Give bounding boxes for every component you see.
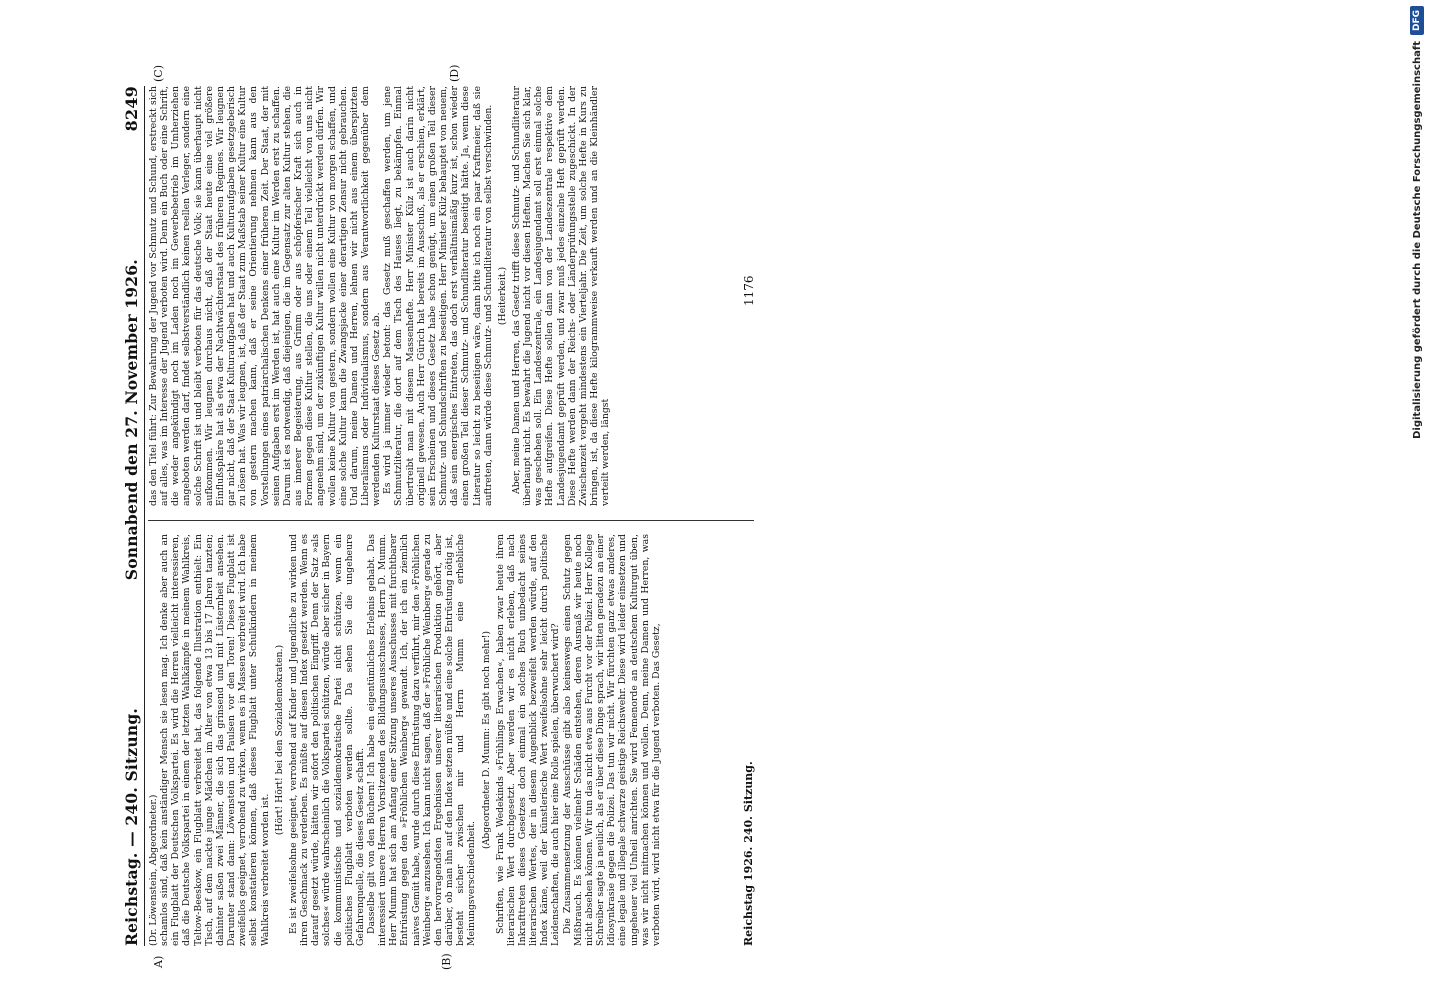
page-header [118, 86, 145, 946]
header-session: Reichstag. — 240. Sitzung. [121, 708, 141, 946]
speaker-line: (Dr. Löwenstein, Abgeordneter.) [148, 794, 159, 946]
interjection: (Hört! Hört! bei den Sozialdemokraten.) [273, 644, 285, 836]
paragraph: das den Titel führt: Zur Bewahrung der Jugend vor Schmutz und Schund, erstreckt sich auf alles, was im Interesse der Jugend verboten wird. Denn ein Buch oder eine Schrift, die weder angekündigt noch im Laden noch im Gewerbebetrieb im Umherziehen angeboten werden darf, findet selbstverständlich keinen reellen Verleger, sondern eine solche Schrift ist und bleibt verboten für das deutsche Volk; sie kann überhaupt nicht aufkommen. Wir leugnen durchaus nicht, daß der Staat heute eine viel größere Einflußsphäre hat als etwa der Nachtwächterstaat des früheren Regimes. Wir leugnen gar nicht, daß der Staat Kulturaufgaben hat und auch Kulturaufgaben gesetzgeberisch zu lösen hat. Was wir leugnen, ist, daß der Staat zum Maßstab seiner Kultur eine Kultur von gestern machen kann, daß er seine Orientierung nehmen kann aus den Vorstellungen eines patriarchalischen Denkens einer früheren Zeit. Der Staat, der mit seinen Aufgaben erst im Werden ist, hat auch eine Kultur im Werden erst zu schaffen. Darum ist es notwendig, daß diejenigen, die im Gegensatz zur alten Kultur stehen, die aus innerer Begeisterung, aus Grimm oder aus schöpferischer Kraft sich auch in Formen gegen diese Kultur stellen, die uns oder einem Teil vielleicht von uns nicht angenehm sind, um der zukünftigen Kultur willen nicht unterdrückt werden dürfen. Wir wollen keine Kultur von gestern, sondern wollen eine Kultur von morgen schaffen, und eine solche Kultur kann die Zwangsjacke einer derartigen Zensur nicht gebrauchen. Und darum, meine Damen und Herren, lehnen wir nicht aus einem überspitzten Liberalismus oder Individualismus, sondern aus Verantwortlichkeit gegenüber dem werdenden Kulturstaat dieses Gesetz ab. [148, 86, 383, 506]
right-column [148, 86, 708, 506]
paragraph: Aber, meine Damen und Herren, das Gesetz trifft diese Schmutz- und Schundliteratur überhaupt nicht. Es bewahrt die Jugend nicht vor diesen Heften. Machen Sie sich klar, was geschehen soll. Ein Landeszentrale, ein Landesjugendamt soll erst einmal solche Hefte aufgreifen. Diese Hefte sollen dann von der Landeszentrale respektive dem Landesjugendamt geprüft werden, und zwar muß jedes einzelne Heft geprüft werden. Diese Hefte werden dann der Reichs- oder Länderprüfungsstelle zugeschickt. In der Zwischenzeit vergeht mindestens ein Vierteljahr. Die Zeit, um solche Hefte in Kurs zu bringen, ist, da diese Hefte kilogrammweise verkauft werden und an die Kleinhändler verteilt werden, längst [511, 86, 612, 506]
paragraph: Die Zusammensetzung der Ausschüsse gibt also keineswegs einen Schutz gegen Mißbrauch. Es können vielmehr Schäden entstehen, deren Ausmaß wir heute noch nicht absehen können. Wir tun das nicht etwa aus Furcht vor der Polizei. Herr Kollege Schreiber sagte ja neulich, als er über diese Dinge sprach, wir litten geradezu an einer Idiosynkrasie gegen die Polizei. Das tun wir nicht. Wir fürchten ganz etwas anderes, eine legale und illegale schwarze geistige Reichswehr. Diese wird leider einsetzen und ungeheuer viel Unheil anrichten. Sie wird Femenorde an deutschem Kulturgut üben, was wir nicht mitmachen können und wollen. Denn, meine Damen und Herren, was verboten wird, wird nicht etwa für die Jugend verboten. Das Gesetz, [561, 534, 662, 946]
margin-marker-c: (C) [152, 65, 165, 82]
dfg-credit [1400, 0, 1434, 1000]
footer-number: 1176 [742, 275, 756, 306]
margin-marker-a: A) [152, 955, 165, 968]
footer-session: Reichstag 1926. 240. Sitzung. [742, 761, 755, 946]
paragraph: Es ist zweifelsohne geeignet, verrohend auf Kinder und Jugendliche zu wirken und ihren Geschmack zu verderben. Es müßte auf diesen Index gesetzt werden. Wenn es darauf gesetzt würde, hätten wir sofort den politischen Eingriff. Denn der Satz »als solches« würde wahrscheinlich die Volkspartei schützen, würde aber sicher in Bayern die kommunistische und sozialdemokratische Partei nicht schützen, wenn ein politisches Flugblatt verboten werden sollte. Da sehen Sie die ungeheure Gefahrenquelle, die dieses Gesetz schafft. [287, 534, 366, 946]
interjection: (Heiterkeit.) [496, 266, 508, 326]
credit-text: Digitalisierung gefördert durch die Deutsche Forschungsgemeinschaft [1411, 41, 1423, 439]
header-page-number: 8249 [121, 86, 141, 132]
column-divider [148, 520, 754, 521]
scanned-page [118, 64, 758, 970]
paragraph: Dasselbe gilt von den Büchern! Ich habe ein eigentümliches Erlebnis gehabt. Das interessiert unsere Herren Vorsitzenden des Bildungsausschusses, Herrn D. Mumm. Herr Mumm hat sich am Anfang einer Sitzung unseres Ausschusses mit furchtbarer Entrüstung gegen den »Fröhlichen Weinberg« gewandt. Ich, der ich ein ziemlich naives Gemüt habe, wurde durch diese Entrüstung dazu verführt, mir den »Fröhlichen Weinberg« anzusehen. Ich kann nicht sagen, daß der »Fröhliche Weinberg« gerade zu den hervorragendsten Ergebnissen unserer literarischen Produktion gehört, aber darüber, ob man ihn auf den Index setzen müßte und eine solche Entrüstung nötig ist, besteht sicher zwischen mir und Herrn Mumm eine erhebliche Meinungsverschiedenheit. [365, 534, 478, 946]
header-date: Sonnabend den 27. November 1926. [121, 259, 141, 581]
interjection: (Abgeordneter D. Mumm: Es gibt noch mehr!) [480, 630, 492, 850]
paragraph: schamlos sind, daß kein anständiger Mensch sie lesen mag. Ich denke aber auch an ein Flugblatt der Deutschen Volkspartei. Es wird die Herren vielleicht interessieren, daß die Deutsche Volkspartei in einem der letzten Wahlkämpfe in meinem Wahlkreis, Teltow-Beeskow, ein Flugblatt verbreitet hat, das folgende Illustration enthielt: Ein Tisch, auf dem nackte junge Mädchen im Alter von etwa 13 bis 17 Jahren tanzten; dahinter saßen zwei Männer, die sich das grinsend und mit Lüsternheit ansehen. Darunter stand dann: Löwenstein und Paulsen vor den Toren! Dieses Flugblatt ist zweifellos geeignet, verrohend zu wirken, wenn es in Massen verbreitet wird. Ich habe selbst konstatieren können, daß dieses Flugblatt unter Schulkindern in meinem Wahlkreis verbreitet worden ist. [159, 534, 271, 946]
margin-marker-b: (B) [440, 953, 453, 970]
paragraph: Es wird ja immer wieder betont: das Gesetz muß geschaffen werden, um jene Schmutzliteratur, die dort auf dem Tisch des Hauses liegt, zu bekämpfen. Einmal übertreibt man mit diesem Massenhefte. Herr Minister Külz ist auch darin nicht originell gewesen. Auch Herr Gürich hat bereits im Ausschuß, als er erschien, erklärt, sein Erscheinen und dieses Gesetz habe schon genügt, um einen großen Teil dieser Schmutz- und Schundschriften zu beseitigen. Herr Minister Külz behauptet von neuem, daß sein energisches Eintreten, das doch erst verhältnismäßig kurz ist, schon wieder einen großen Teil dieser Schmutz- und Schundliteratur beseitigt hätte. Ja, wenn diese Literatur so leicht zu beseitigen wäre, dann bitte ich noch ein paar Kraftmeier, daß sie auftreten, dann würde diese Schmutz- und Schundliteratur von selbst verschwinden. [382, 86, 494, 506]
margin-marker-d: (D) [448, 64, 461, 82]
paragraph: Schriften, wie Frank Wedekinds »Frühlings Erwachen«, haben zwar heute ihren literarischen Wert durchgesetzt. Aber werden wir es nicht erleben, daß nach Inkrafttreten dieses Gesetzes doch einmal ein solches Buch unbedacht seines literarischen Wertes, der in diesem Augenblick bezweifelt werden würde, auf den Index käme, weil der künstlerische Wert zweifelsohne sehr leicht durch politische Leidenschaften, die auch hier eine Rolle spielen, überwuchert wird? [494, 534, 562, 946]
left-column [148, 534, 756, 946]
dfg-logo: DFG [1410, 6, 1424, 35]
